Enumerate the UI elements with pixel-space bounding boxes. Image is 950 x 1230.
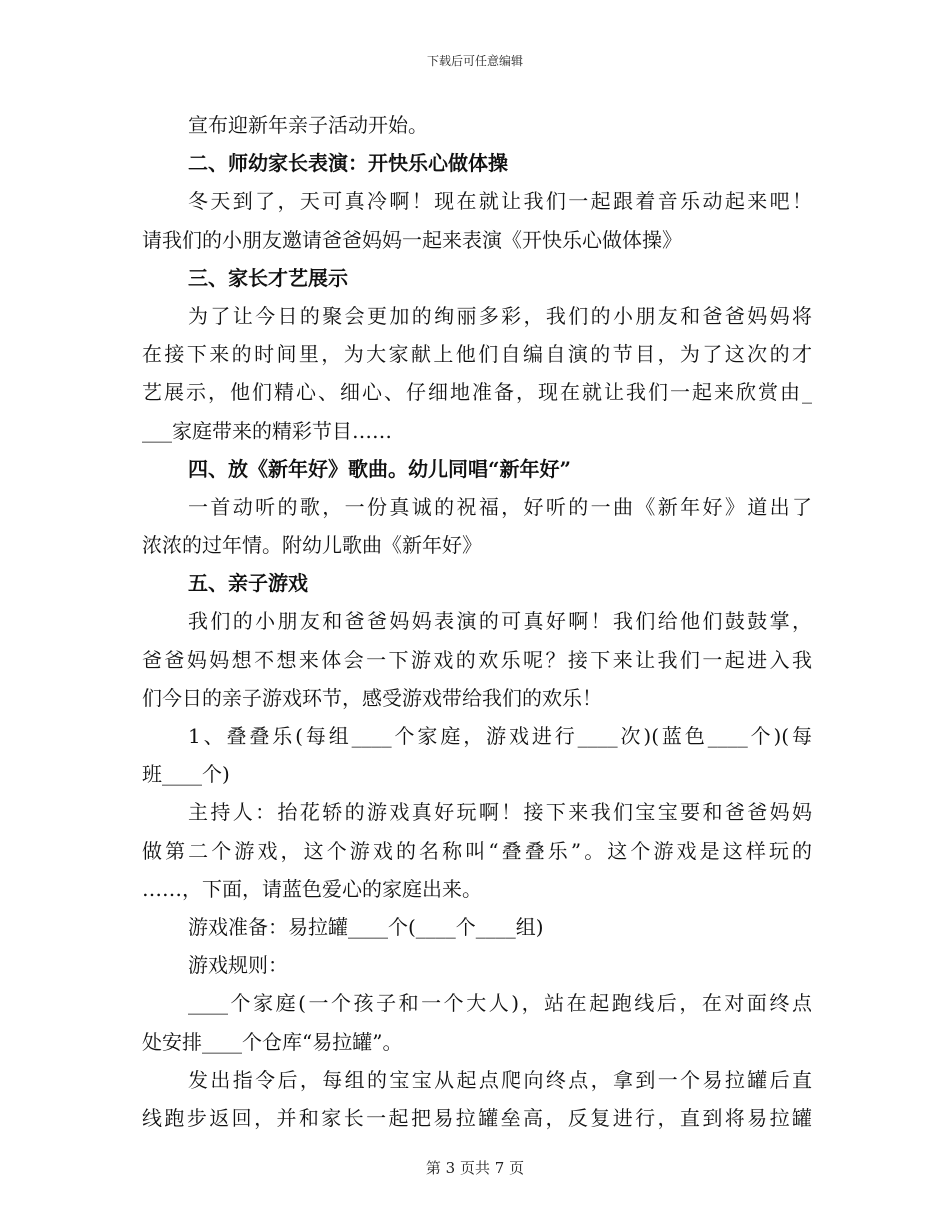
document-body <box>142 106 812 1137</box>
section-heading: 五、亲子游戏 <box>188 571 308 596</box>
text-line: 做第二个游戏，这个游戏的名称叫“叠叠乐”。这个游戏是这样玩的 <box>142 838 812 863</box>
text-line: ____个家庭(一个孩子和一个大人)，站在起跑线后，在对面终点 <box>188 991 812 1016</box>
text-line: 班____个) <box>142 762 230 787</box>
text-line: 游戏准备：易拉罐____个(____个____组) <box>188 914 544 939</box>
text-line: 冬天到了，天可真冷啊！现在就让我们一起跟着音乐动起来吧！ <box>188 189 812 214</box>
section-heading: 四、放《新年好》歌曲。幼儿同唱“新年好” <box>188 456 572 481</box>
text-line: 一首动听的歌，一份真诚的祝福，好听的一曲《新年好》道出了 <box>188 494 812 519</box>
text-line: 发出指令后，每组的宝宝从起点爬向终点，拿到一个易拉罐后直 <box>188 1067 812 1092</box>
text-line: 我们的小朋友和爸爸妈妈表演的可真好啊！我们给他们鼓鼓掌， <box>188 609 812 634</box>
text-line: 宣布迎新年亲子活动开始。 <box>188 113 428 137</box>
section-heading: 三、家长才艺展示 <box>188 265 348 290</box>
text-line: 在接下来的时间里，为大家献上他们自编自演的节目，为了这次的才 <box>142 342 812 367</box>
text-line: 们今日的亲子游戏环节，感受游戏带给我们的欢乐！ <box>142 685 602 710</box>
text-line: ___家庭带来的精彩节目…… <box>142 418 392 443</box>
text-line: ……，下面，请蓝色爱心的家庭出来。 <box>142 876 482 901</box>
section-heading: 二、师幼家长表演：开快乐心做体操 <box>188 151 508 176</box>
text-line: 游戏规则： <box>188 953 288 978</box>
text-line: 浓浓的过年情。附幼儿歌曲《新年好》 <box>142 533 482 558</box>
text-line: 爸爸妈妈想不想来体会一下游戏的欢乐呢？接下来让我们一起进入我 <box>142 647 812 672</box>
text-line: 主持人：抬花轿的游戏真好玩啊！接下来我们宝宝要和爸爸妈妈 <box>188 800 812 825</box>
text-line: 为了让今日的聚会更加的绚丽多彩，我们的小朋友和爸爸妈妈将 <box>188 303 812 328</box>
text-line: 请我们的小朋友邀请爸爸妈妈一起来表演《开快乐心做体操》 <box>142 227 682 252</box>
page-footer: 第 3 页共 7 页 <box>425 1159 525 1177</box>
text-line: 艺展示，他们精心、细心、仔细地准备，现在就让我们一起来欣赏由_ <box>142 380 812 405</box>
text-line: 线跑步返回，并和家长一起把易拉罐垒高，反复进行，直到将易拉罐 <box>142 1105 812 1130</box>
text-line: 1、叠叠乐(每组____个家庭，游戏进行____次)(蓝色____个)(每 <box>188 724 812 748</box>
page-header: 下载后可任意编辑 <box>426 54 523 68</box>
text-line: 处安排____个仓库“易拉罐”。 <box>142 1029 403 1054</box>
